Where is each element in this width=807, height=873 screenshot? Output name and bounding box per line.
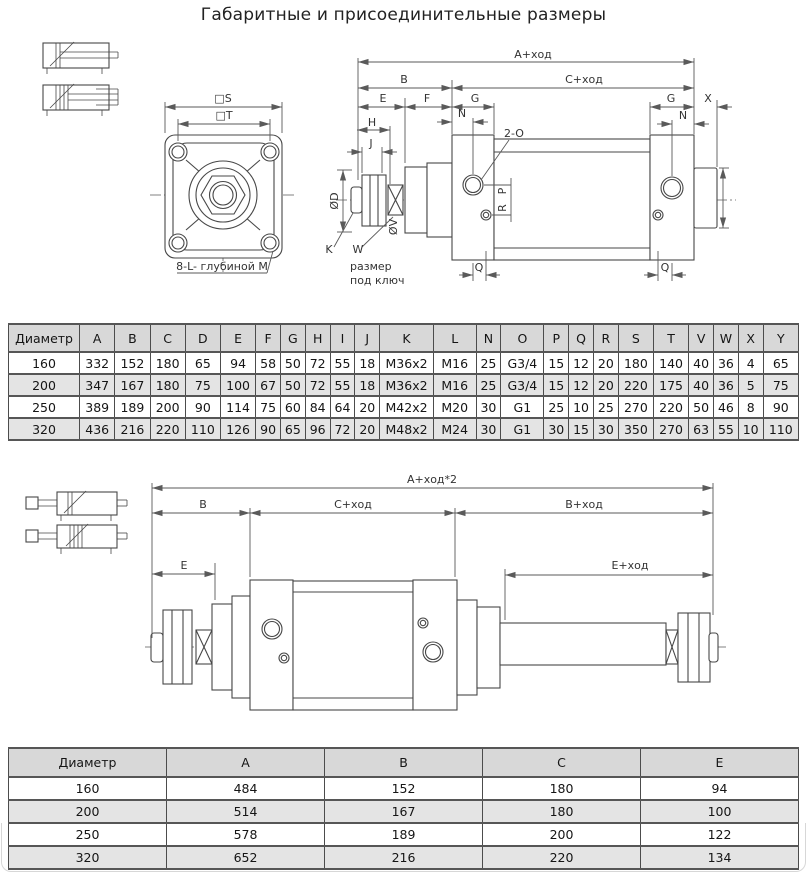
table-cell: 25 [544, 396, 569, 418]
table-cell: 67 [256, 374, 281, 396]
table-cell: 15 [544, 352, 569, 374]
table-cell: 58 [256, 352, 281, 374]
column-header: E [641, 748, 799, 777]
dim-od: ØD [328, 192, 341, 210]
dim-x: X [704, 92, 712, 105]
table-cell: 220 [150, 418, 185, 440]
table-cell: 15 [569, 418, 594, 440]
table-row [9, 418, 799, 440]
table-cell: 167 [325, 800, 483, 823]
table-row [9, 777, 799, 800]
pneumatic-symbol-single-rod-1 [43, 42, 118, 74]
table-cell: 180 [618, 352, 653, 374]
table-cell: 189 [325, 823, 483, 846]
page-title: Габаритные и присоединительные размеры [200, 5, 607, 25]
column-header: V [689, 324, 714, 352]
table-cell: 320 [9, 846, 167, 869]
table-cell: 484 [167, 777, 325, 800]
column-header: P [544, 324, 569, 352]
table-cell: 110 [763, 418, 798, 440]
table-cell: 114 [220, 396, 255, 418]
column-header: T [653, 324, 688, 352]
dim-g-front: G [470, 92, 480, 105]
double-rod-cylinder-view [145, 473, 728, 710]
pneumatic-symbol-double-rod-1 [26, 491, 127, 521]
table-cell: 72 [305, 352, 330, 374]
table-cell: 200 [150, 396, 185, 418]
table-cell: 55 [330, 374, 355, 396]
cylinder-side-view [325, 48, 736, 287]
table-cell: 180 [150, 374, 185, 396]
table-cell: 167 [115, 374, 150, 396]
table-cell: G1 [501, 418, 544, 440]
table-cell: 40 [689, 352, 714, 374]
table-cell: 72 [305, 374, 330, 396]
table-cell: 94 [220, 352, 255, 374]
table-cell: 216 [325, 846, 483, 869]
table-cell: 347 [80, 374, 115, 396]
table-cell: 514 [167, 800, 325, 823]
table-cell: M36x2 [380, 374, 434, 396]
table-cell: 18 [355, 352, 380, 374]
table-cell: 180 [150, 352, 185, 374]
dim-c-stroke: C+ход [565, 73, 603, 86]
table-cell: M20 [433, 396, 476, 418]
dim-b-stroke: B+ход [565, 498, 603, 511]
table-row [9, 396, 799, 418]
dim-ov: ØV [387, 218, 400, 236]
table-cell: M48x2 [380, 418, 434, 440]
table-cell: M42x2 [380, 396, 434, 418]
table-cell: 200 [9, 374, 80, 396]
table-cell: 180 [483, 777, 641, 800]
table-cell: 30 [544, 418, 569, 440]
dim-b: B [199, 498, 207, 511]
table-row [9, 823, 799, 846]
pneumatic-symbol-single-rod-2 [43, 84, 118, 116]
column-header: W [714, 324, 739, 352]
table-cell: 50 [280, 352, 305, 374]
column-header: Q [569, 324, 594, 352]
table-cell: 126 [220, 418, 255, 440]
table-cell: 20 [355, 396, 380, 418]
table-cell: M16 [433, 352, 476, 374]
dimensions-table-main [8, 323, 799, 441]
dim-e: E [379, 92, 387, 105]
dim-a-stroke: A+ход [514, 48, 552, 61]
column-header: C [150, 324, 185, 352]
table-cell: 180 [483, 800, 641, 823]
column-header: H [305, 324, 330, 352]
table-cell: 152 [115, 352, 150, 374]
table-cell: 20 [593, 352, 618, 374]
table-cell: 30 [476, 396, 501, 418]
flange-holes-note: 8-L- глубиной M [176, 260, 268, 273]
column-header: S [618, 324, 653, 352]
dim-a-stroke-x2: A+ход*2 [406, 473, 458, 486]
table-cell: G3/4 [501, 352, 544, 374]
dimensions-table-double-rod [8, 747, 799, 870]
column-header: Диаметр [9, 324, 80, 352]
table-cell: 84 [305, 396, 330, 418]
dim-n-rear: N [678, 109, 688, 122]
table-cell: 332 [80, 352, 115, 374]
table-cell: 55 [714, 418, 739, 440]
table-cell: 46 [714, 396, 739, 418]
wrench-size-note-line2: под ключ [350, 274, 405, 287]
table-row [9, 352, 799, 374]
column-header: D [185, 324, 220, 352]
table-cell: 50 [280, 374, 305, 396]
table-cell: 20 [355, 418, 380, 440]
table-row [9, 846, 799, 869]
table-cell: 200 [9, 800, 167, 823]
table-cell: 40 [689, 374, 714, 396]
dim-h: H [367, 116, 377, 129]
table-cell: 25 [476, 374, 501, 396]
column-header: O [501, 324, 544, 352]
table-row [9, 374, 799, 396]
wrench-size-note-line1: размер [350, 260, 392, 273]
table-cell: 8 [738, 396, 763, 418]
dim-c-stroke: C+ход [334, 498, 372, 511]
column-header: F [256, 324, 281, 352]
table-cell: 75 [763, 374, 798, 396]
dim-q-front: Q [474, 261, 484, 274]
table-cell: 15 [544, 374, 569, 396]
dim-j: J [369, 137, 373, 150]
table-cell: 50 [689, 396, 714, 418]
table-cell: 250 [9, 396, 80, 418]
table-cell: 110 [185, 418, 220, 440]
column-header: Диаметр [9, 748, 167, 777]
column-header: R [593, 324, 618, 352]
dimensional-drawing-single-rod [0, 30, 807, 320]
table-cell: 5 [738, 374, 763, 396]
table-cell: 4 [738, 352, 763, 374]
table-cell: 63 [689, 418, 714, 440]
table-cell: 270 [653, 418, 688, 440]
table-cell: 436 [80, 418, 115, 440]
table-cell: M16 [433, 374, 476, 396]
table-cell: 189 [115, 396, 150, 418]
dim-f: F [423, 92, 431, 105]
column-header: J [355, 324, 380, 352]
table-cell: 90 [763, 396, 798, 418]
table-cell: 220 [653, 396, 688, 418]
table-cell: G1 [501, 396, 544, 418]
table-cell: 65 [185, 352, 220, 374]
table-cell: 75 [256, 396, 281, 418]
table-cell: 140 [653, 352, 688, 374]
dim-e-stroke: E+ход [611, 559, 649, 572]
table-cell: 320 [9, 418, 80, 440]
table-cell: 175 [653, 374, 688, 396]
dim-two-o: 2-O [504, 127, 524, 140]
table-row [9, 800, 799, 823]
column-header: N [476, 324, 501, 352]
table-cell: 122 [641, 823, 799, 846]
table-cell: 152 [325, 777, 483, 800]
dim-g-rear: G [666, 92, 676, 105]
table-cell: 94 [641, 777, 799, 800]
table-cell: M24 [433, 418, 476, 440]
table-cell: 30 [476, 418, 501, 440]
table-cell: 200 [483, 823, 641, 846]
table-cell: 55 [330, 352, 355, 374]
dim-k: K [325, 243, 333, 256]
table-cell: 25 [593, 396, 618, 418]
table-cell: 160 [9, 777, 167, 800]
table-cell: 12 [569, 374, 594, 396]
table-cell: 20 [593, 374, 618, 396]
dim-p: P [496, 187, 509, 195]
column-header: I [330, 324, 355, 352]
table-cell: 96 [305, 418, 330, 440]
table-cell: 10 [738, 418, 763, 440]
table-cell: 36 [714, 352, 739, 374]
pneumatic-symbol-double-rod-2 [26, 524, 127, 554]
table-cell: 100 [220, 374, 255, 396]
column-header: G [280, 324, 305, 352]
dim-q-rear: Q [660, 261, 670, 274]
table-cell: 652 [167, 846, 325, 869]
table-cell: G3/4 [501, 374, 544, 396]
column-header: A [167, 748, 325, 777]
column-header: C [483, 748, 641, 777]
table-cell: 10 [569, 396, 594, 418]
table-cell: 90 [256, 418, 281, 440]
table-cell: 216 [115, 418, 150, 440]
column-header: B [325, 748, 483, 777]
column-header: B [115, 324, 150, 352]
table-cell: 160 [9, 352, 80, 374]
table-cell: 60 [280, 396, 305, 418]
column-header: X [738, 324, 763, 352]
table-cell: 65 [763, 352, 798, 374]
table-cell: 65 [280, 418, 305, 440]
table-cell: 75 [185, 374, 220, 396]
table-cell: 270 [618, 396, 653, 418]
table-cell: 220 [618, 374, 653, 396]
column-header: K [380, 324, 434, 352]
column-header: L [433, 324, 476, 352]
table-cell: 18 [355, 374, 380, 396]
table-cell: 134 [641, 846, 799, 869]
dim-square-s: □S [214, 92, 232, 105]
table-cell: 64 [330, 396, 355, 418]
table-cell: 350 [618, 418, 653, 440]
dim-n-front: N [457, 107, 467, 120]
dim-r: R [496, 204, 509, 212]
column-header: A [80, 324, 115, 352]
table-cell: 30 [593, 418, 618, 440]
dim-b: B [400, 73, 408, 86]
flange-front-view [150, 92, 296, 273]
dim-w: W [352, 243, 364, 256]
dim-square-t: □T [215, 109, 233, 122]
table-cell: 220 [483, 846, 641, 869]
column-header: Y [763, 324, 798, 352]
dim-e: E [180, 559, 188, 572]
table-cell: 578 [167, 823, 325, 846]
table-cell: 72 [330, 418, 355, 440]
table-cell: 36 [714, 374, 739, 396]
dimensional-drawing-double-rod [0, 455, 807, 735]
table-cell: 389 [80, 396, 115, 418]
table-cell: 100 [641, 800, 799, 823]
table-cell: M36x2 [380, 352, 434, 374]
column-header: E [220, 324, 255, 352]
table-cell: 90 [185, 396, 220, 418]
table-cell: 25 [476, 352, 501, 374]
table-cell: 250 [9, 823, 167, 846]
table-cell: 12 [569, 352, 594, 374]
